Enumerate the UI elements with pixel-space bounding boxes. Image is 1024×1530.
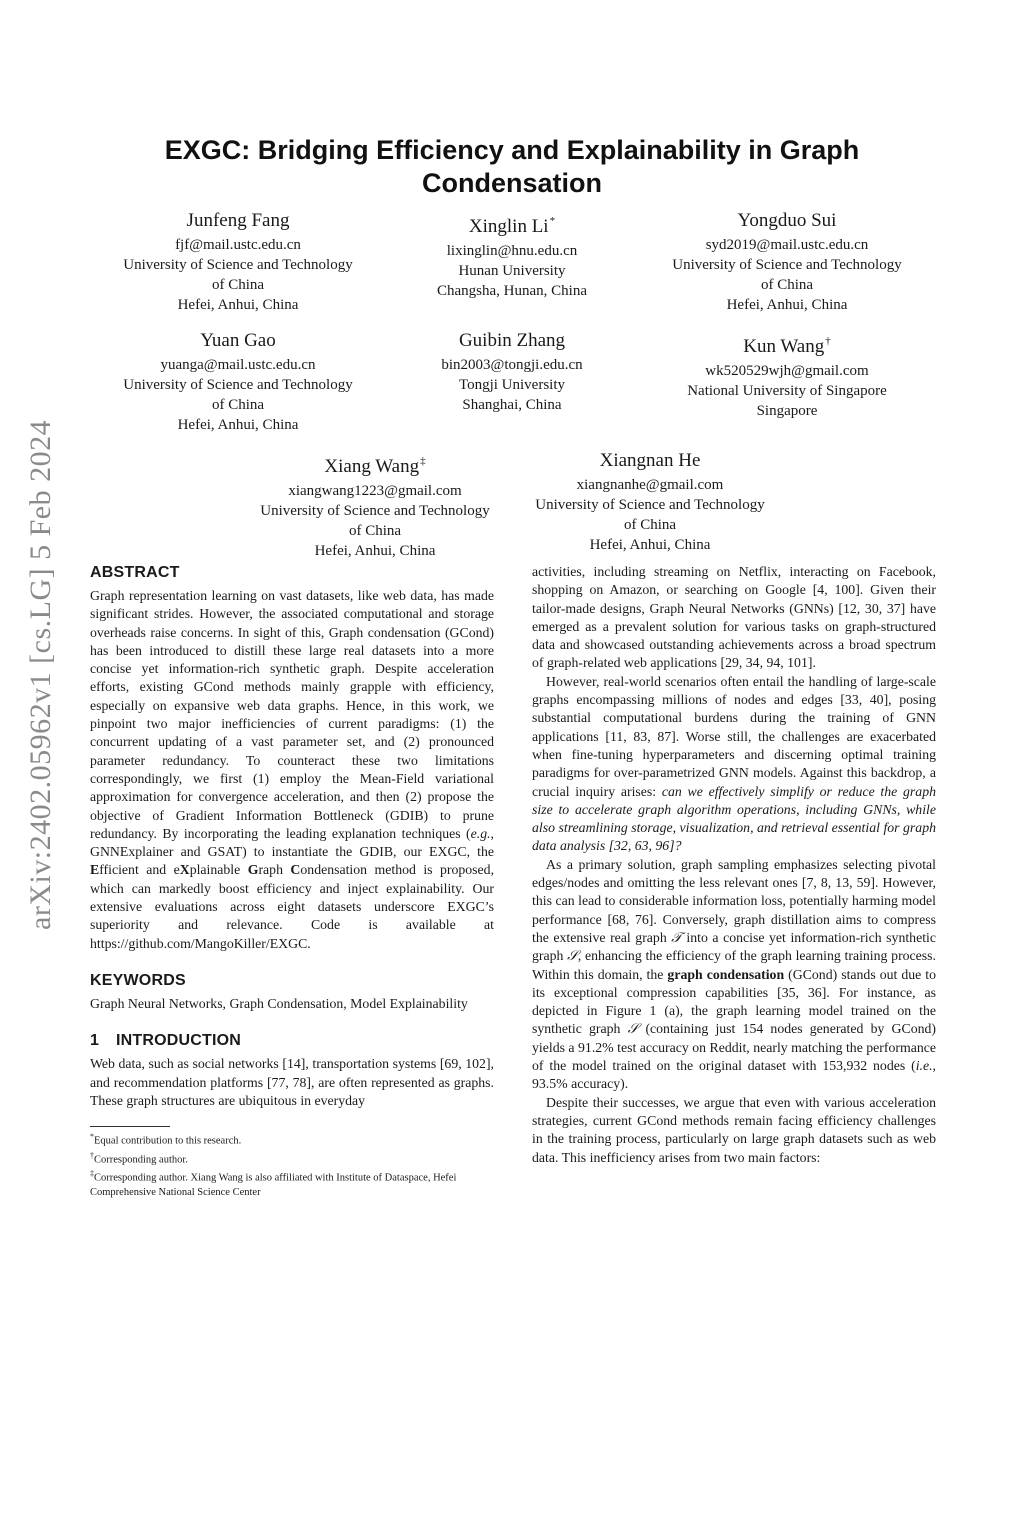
author-location: Singapore	[756, 403, 818, 419]
author-affiliation: University of Science and Technology	[535, 497, 765, 513]
footnote: *Equal contribution to this research.	[90, 1132, 242, 1147]
author-affiliation: of China	[211, 397, 265, 413]
footnote-rule	[90, 1126, 170, 1127]
author-email: wk520529wjh@gmail.com	[705, 363, 869, 379]
author-location: Hefei, Anhui, China	[726, 297, 848, 313]
keywords-heading: KEYWORDS	[90, 971, 186, 989]
author-location: Shanghai, China	[462, 397, 562, 413]
author-name: Yongduo Sui	[737, 210, 837, 231]
author-block	[647, 329, 927, 421]
author-name: Yuan Gao	[200, 330, 276, 351]
author-affiliation: University of Science and Technology	[123, 377, 353, 393]
author-name: Xiangnan He	[599, 450, 701, 471]
author-affiliation: National University of Singapore	[687, 383, 887, 399]
author-mark: ‡	[420, 455, 426, 467]
title-line-1: EXGC: Bridging Efficiency and Explainability in Graph	[164, 135, 860, 165]
author-affiliation: of China	[623, 517, 677, 533]
author-email: xiangnanhe@gmail.com	[576, 477, 724, 493]
author-affiliation: of China	[211, 277, 265, 293]
right-column	[532, 563, 936, 1167]
author-block	[372, 209, 652, 301]
author-email: yuanga@mail.ustc.edu.cn	[160, 357, 316, 373]
author-affiliation: University of Science and Technology	[123, 257, 353, 273]
author-affiliation: of China	[760, 277, 814, 293]
author-block	[235, 449, 515, 561]
footnote: †Corresponding author.	[90, 1150, 188, 1165]
author-email: bin2003@tongji.edu.cn	[441, 357, 583, 373]
author-email: xiangwang1223@gmail.com	[288, 483, 462, 499]
author-location: Hefei, Anhui, China	[177, 417, 299, 433]
author-block	[372, 329, 652, 415]
author-block	[510, 449, 790, 555]
author-location: Changsha, Hunan, China	[437, 283, 587, 299]
footnotes	[90, 1130, 494, 1200]
author-location: Hefei, Anhui, China	[177, 297, 299, 313]
keywords-text: Graph Neural Networks, Graph Condensation, Model Explainability	[90, 995, 468, 1011]
author-block	[647, 209, 927, 315]
author-name: Kun Wang	[743, 336, 825, 357]
author-affiliation: of China	[348, 523, 402, 539]
body-paragraph: However, real-world scenarios often entail the handling of large-scale graphs encompassing millions of nodes and edges [33, 40], posing substantial computational burdens during the training of GNN applications [11, 83, 87]. Worse still, the challenges are exacerbated when fine-tuning hyperparameters and discerning optimal training paradigms for over-parametrized GNN models. Against this backdrop, a crucial inquiry arises: can we effectively simplify or reduce the graph size to accelerate graph algorithm operations, including GNNs, while also streamlining storage, visualization, and retrieval essential for graph data analysis [32, 63, 96]?	[532, 673, 936, 854]
body-paragraph: activities, including streaming on Netflix, interacting on Facebook, shopping on Amazon, or searching on Google [4, 100]. Given their tailor-made designs, Graph Neural Networks (GNNs) [12, 30, 37] have emerged as a prevalent solution for various tasks on graph-structured data and showcased outstanding achievements across a broad spectrum of graph-related web applications [29, 34, 94, 101].	[532, 564, 936, 671]
arxiv-identifier: arXiv:2402.05962v1 [cs.LG] 5 Feb 2024	[24, 419, 57, 930]
author-mark: *	[549, 215, 556, 227]
author-affiliation: Hunan University	[458, 263, 566, 279]
introduction-heading: 1 INTRODUCTION	[90, 1032, 242, 1050]
author-email: fjf@mail.ustc.edu.cn	[175, 237, 301, 253]
author-affiliation: University of Science and Technology	[260, 503, 490, 519]
author-email: syd2019@mail.ustc.edu.cn	[705, 237, 869, 253]
author-mark: †	[825, 335, 831, 347]
intro-paragraph: Web data, such as social networks [14], transportation systems [69, 102], and recommendation platforms [77, 78], are often represented as graphs. These graph structures are ubiquitous in everyday	[90, 1056, 494, 1108]
author-block	[98, 209, 378, 315]
arxiv-sidebar	[24, 419, 64, 1530]
author-email: lixinglin@hnu.edu.cn	[446, 243, 578, 259]
abstract-text: Graph representation learning on vast datasets, like web data, has made significant strides. However, the associated computational and storage overheads raise concerns. In sight of this, Graph condensation (GCond) has been introduced to distill these large real datasets into a more concise yet information-rich synthetic graph. Despite acceleration efforts, existing GCond methods mainly grapple with efficiency, especially on expansive web data graphs. Hence, in this work, we pinpoint two major inefficiencies of current paradigms: (1) the concurrent updating of a vast parameter set, and (2) pronounced parameter redundancy. To counteract these two limitations correspondingly, we first (1) employ the Mean-Field variational approximation for convergence acceleration, and then (2) propose the objective of Gradient Information Bottleneck (GDIB) to prune redundancy. By incorporating the leading explanation techniques (e.g., GNNExplainer and GSAT) to instantiate the GDIB, our EXGC, the Efficient and eXplainable Graph Condensation method is proposed, which can markedly boost efficiency and inject explainability. Our extensive evaluations across eight datasets underscore EXGC’s superiority and relevance. Code is available at https://github.com/MangoKiller/EXGC.	[90, 588, 495, 951]
title-line-2: Condensation	[422, 168, 602, 198]
left-column	[90, 563, 494, 1110]
author-block	[98, 329, 378, 435]
author-affiliation: University of Science and Technology	[672, 257, 902, 273]
author-affiliation: Tongji University	[458, 377, 566, 393]
author-name: Junfeng Fang	[186, 210, 290, 231]
footnote: ‡Corresponding author. Xiang Wang is also affiliated with Institute of Dataspace, Hefei Comprehensive National Science Center	[90, 1169, 457, 1198]
body-paragraph: As a primary solution, graph sampling emphasizes selecting pivotal edges/nodes and omitting the less relevant ones [7, 8, 13, 59]. However, this can lead to considerable information loss, potentially harming model performance [68, 76]. Conversely, graph distillation aims to compress the extensive real graph 𝒯 into a concise yet information-rich synthetic graph 𝒮, enhancing the efficiency of the graph learning training process. Within this domain, the graph condensation (GCond) stands out due to its exceptional compression capabilities [35, 36]. For instance, as depicted in Figure 1 (a), the graph learning model trained on the synthetic graph 𝒮 (containing just 154 nodes generated by GCond) yields a 91.2% test accuracy on Reddit, nearly matching the performance of the model trained on the original dataset with 153,932 nodes (i.e., 93.5% accuracy).	[532, 856, 937, 1092]
author-location: Hefei, Anhui, China	[314, 543, 436, 559]
author-location: Hefei, Anhui, China	[589, 537, 711, 553]
paper-title	[120, 134, 904, 200]
author-name: Xinglin Li	[468, 216, 549, 237]
author-name: Xiang Wang	[324, 456, 420, 477]
abstract-heading: ABSTRACT	[90, 564, 180, 581]
body-paragraph: Despite their successes, we argue that even with various acceleration strategies, current GCond methods remain facing efficiency challenges in the training process, particularly on large graph datasets such as web data. This inefficiency arises from two main factors:	[532, 1094, 936, 1165]
author-name: Guibin Zhang	[458, 330, 566, 351]
